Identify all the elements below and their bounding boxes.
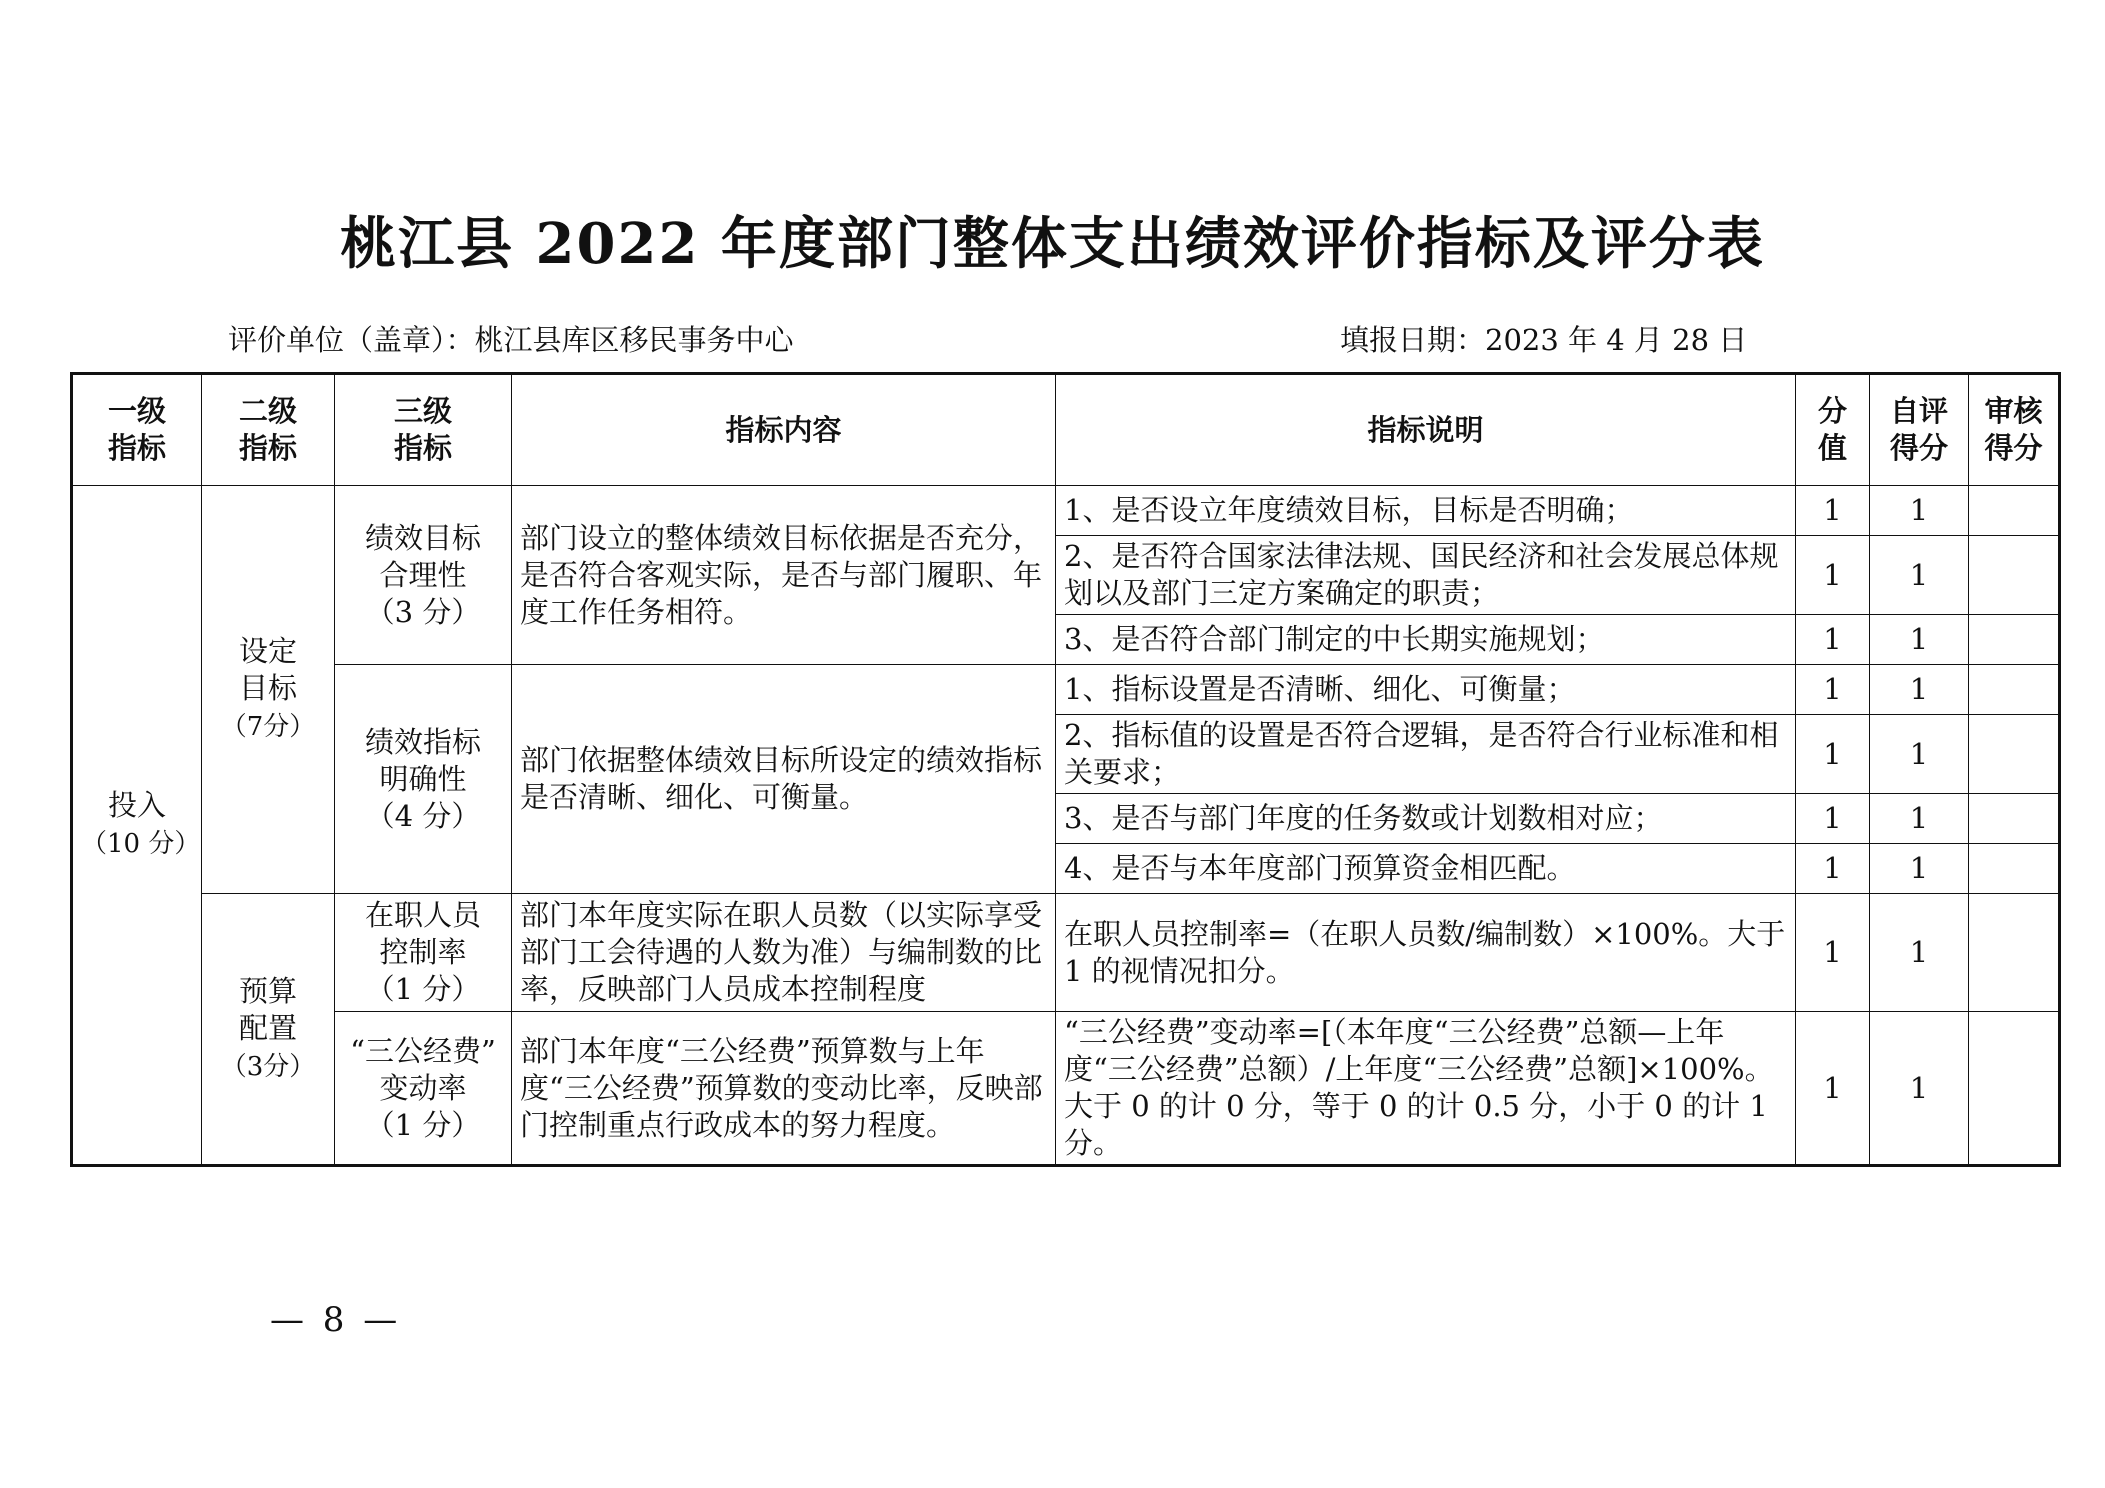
self-score-cell: 1 (1870, 844, 1969, 894)
audit-score-cell (1969, 794, 2060, 844)
evaluation-table (70, 372, 2061, 1167)
description-cell: 4、是否与本年度部门预算资金相匹配。 (1056, 844, 1796, 894)
table-row (72, 486, 2060, 536)
header-self-score: 自评 得分 (1870, 374, 1969, 486)
level2-cell: 预算 配置 （3分） (202, 894, 335, 1166)
score-cell: 1 (1796, 894, 1870, 1012)
level3-cell: 绩效目标 合理性 （3 分） (335, 486, 512, 665)
header-content: 指标内容 (512, 374, 1056, 486)
score-cell: 1 (1796, 844, 1870, 894)
self-score-cell: 1 (1870, 894, 1969, 1012)
score-cell: 1 (1796, 665, 1870, 715)
date-line (1340, 318, 1747, 359)
score-cell: 1 (1796, 715, 1870, 794)
audit-score-cell (1969, 894, 2060, 1012)
audit-score-cell (1969, 615, 2060, 665)
level3-cell: “三公经费” 变动率 （1 分） (335, 1012, 512, 1166)
score-cell: 1 (1796, 615, 1870, 665)
page-number: — 8 — (270, 1300, 402, 1340)
content-cell: 部门依据整体绩效目标所设定的绩效指标是否清晰、细化、可衡量。 (512, 665, 1056, 894)
audit-score-cell (1969, 486, 2060, 536)
date-value: 2023 年 4 月 28 日 (1485, 323, 1748, 357)
level3-cell: 绩效指标 明确性 （4 分） (335, 665, 512, 894)
self-score-cell: 1 (1870, 665, 1969, 715)
audit-score-cell (1969, 1012, 2060, 1166)
score-cell: 1 (1796, 1012, 1870, 1166)
score-cell: 1 (1796, 486, 1870, 536)
header-level2: 二级 指标 (202, 374, 335, 486)
table-row (72, 1012, 2060, 1166)
audit-score-cell (1969, 665, 2060, 715)
self-score-cell: 1 (1870, 715, 1969, 794)
self-score-cell: 1 (1870, 536, 1969, 615)
header-audit-score: 审核 得分 (1969, 374, 2060, 486)
description-cell: “三公经费”变动率=[（本年度“三公经费”总额—上年度“三公经费”总额）/上年度“三公经费”总额]×100%。大于 0 的计 0 分，等于 0 的计 0.5 分，小于 0 的计 1 分。 (1056, 1012, 1796, 1166)
description-cell: 在职人员控制率=（在职人员数/编制数）×100%。大于 1 的视情况扣分。 (1056, 894, 1796, 1012)
description-cell: 1、是否设立年度绩效目标，目标是否明确； (1056, 486, 1796, 536)
audit-score-cell (1969, 844, 2060, 894)
description-cell: 3、是否符合部门制定的中长期实施规划； (1056, 615, 1796, 665)
score-cell: 1 (1796, 794, 1870, 844)
content-cell: 部门设立的整体绩效目标依据是否充分，是否符合客观实际，是否与部门履职、年度工作任务相符。 (512, 486, 1056, 665)
level2-cell: 设定 目标 （7分） (202, 486, 335, 894)
self-score-cell: 1 (1870, 615, 1969, 665)
header-level3: 三级 指标 (335, 374, 512, 486)
self-score-cell: 1 (1870, 794, 1969, 844)
self-score-cell: 1 (1870, 486, 1969, 536)
page-title: 桃江县 2022 年度部门整体支出绩效评价指标及评分表 (340, 211, 1765, 277)
level1-cell: 投入 （10 分） (72, 486, 202, 1166)
header-description: 指标说明 (1056, 374, 1796, 486)
header-level1: 一级 指标 (72, 374, 202, 486)
table-row (72, 894, 2060, 1012)
evaluator-value: 桃江县库区移民事务中心 (474, 323, 794, 357)
evaluator-label: 评价单位（盖章）： (228, 323, 475, 357)
level3-cell: 在职人员 控制率 （1 分） (335, 894, 512, 1012)
content-cell: 部门本年度实际在职人员数（以实际享受部门工会待遇的人数为准）与编制数的比率，反映部门人员成本控制程度 (512, 894, 1056, 1012)
header-score: 分 值 (1796, 374, 1870, 486)
description-cell: 2、是否符合国家法律法规、国民经济和社会发展总体规划以及部门三定方案确定的职责； (1056, 536, 1796, 615)
description-cell: 1、指标设置是否清晰、细化、可衡量； (1056, 665, 1796, 715)
score-cell: 1 (1796, 536, 1870, 615)
self-score-cell: 1 (1870, 1012, 1969, 1166)
content-cell: 部门本年度“三公经费”预算数与上年度“三公经费”预算数的变动比率，反映部门控制重点行政成本的努力程度。 (512, 1012, 1056, 1166)
description-cell: 2、指标值的设置是否符合逻辑，是否符合行业标准和相关要求； (1056, 715, 1796, 794)
evaluator-line (228, 318, 794, 359)
header-row (72, 374, 2060, 486)
table-row (72, 665, 2060, 715)
description-cell: 3、是否与部门年度的任务数或计划数相对应； (1056, 794, 1796, 844)
audit-score-cell (1969, 536, 2060, 615)
audit-score-cell (1969, 715, 2060, 794)
date-label: 填报日期： (1340, 323, 1486, 357)
